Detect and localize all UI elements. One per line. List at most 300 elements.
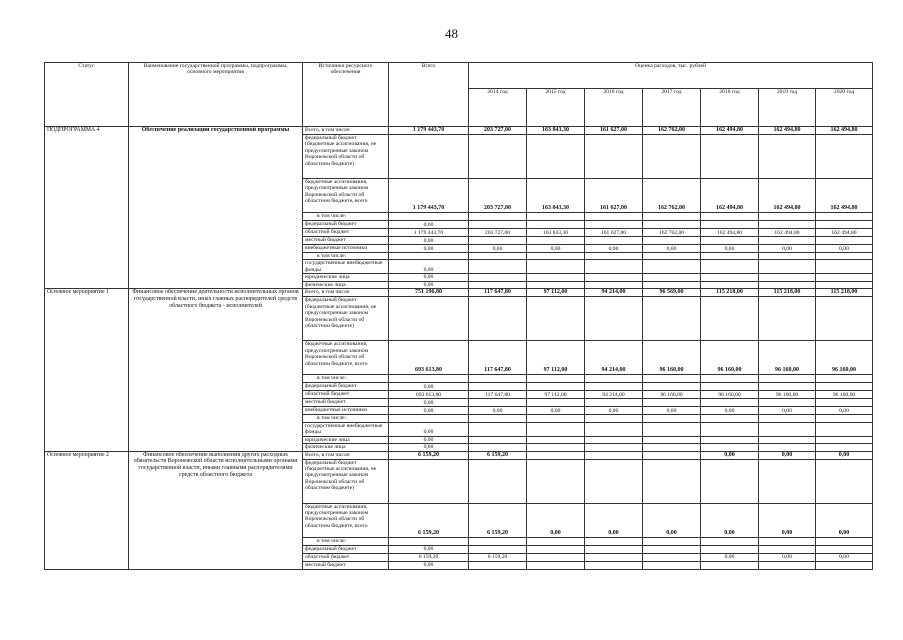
year-value: 115 218,00 [759,289,816,297]
year-value: 115 218,00 [701,289,759,297]
header-year: 2019 год [759,89,816,127]
year-value [816,237,873,245]
section-status: Основное мероприятие 2 [45,451,129,569]
total-value: 0,00 [389,422,469,436]
year-value [469,436,527,443]
year-value: 96 569,00 [643,289,701,297]
year-value [759,260,816,274]
year-value [527,237,585,245]
year-value [701,422,759,436]
year-value [585,459,643,503]
year-value [701,561,759,569]
section-status: Основное мероприятие 1 [45,289,129,451]
total-value [389,415,469,422]
year-value [643,383,701,391]
total-value: 0,00 [389,399,469,407]
year-value [527,422,585,436]
year-value: 0,00 [469,407,527,415]
year-value [759,281,816,288]
year-value: 94 214,00 [585,391,643,399]
year-value [585,221,643,229]
year-value: 0,00 [585,503,643,537]
funding-source: государственные внебюджетные фонды [303,260,389,274]
funding-source: Всего, в том числе: [303,451,389,459]
year-value [816,253,873,260]
year-value: 163 843,30 [527,229,585,237]
year-value: 117 647,80 [469,391,527,399]
year-value [643,537,701,545]
funding-source: внебюджетные источники [303,245,389,253]
funding-source: местный бюджет [303,237,389,245]
year-value: 0,00 [585,245,643,253]
total-value: 1 179 443,70 [389,229,469,237]
year-value: 97 112,00 [527,341,585,375]
year-value [701,237,759,245]
year-value [643,444,701,451]
year-value [816,274,873,281]
year-value [759,436,816,443]
year-value: 0,00 [759,245,816,253]
year-value: 0,00 [701,553,759,561]
year-value: 162 762,00 [643,179,701,213]
year-value [469,444,527,451]
header-estimate: Оценка расходов, тыс. рублей [469,63,873,89]
year-value: 203 727,00 [469,179,527,213]
funding-source: федеральный бюджет (бюджетные ассигнования, не предусмотренные законом Воронежской области об областном бюджете) [303,297,389,341]
table-row [45,289,873,297]
funding-source: внебюджетные источники [303,407,389,415]
year-value: 162 494,80 [701,179,759,213]
funding-source: Всего, в том числе: [303,127,389,135]
year-value [585,537,643,545]
year-value [469,561,527,569]
year-value [816,135,873,179]
year-value [527,135,585,179]
year-value: 162 494,80 [816,127,873,135]
total-value: 0,00 [389,545,469,553]
year-value: 96 160,00 [759,341,816,375]
year-value [643,422,701,436]
year-value [527,561,585,569]
total-value: 6 159,20 [389,451,469,459]
year-value [643,135,701,179]
year-value [759,237,816,245]
year-value [585,237,643,245]
year-value: 203 727,00 [469,229,527,237]
year-value: 162 494,80 [759,179,816,213]
year-value [759,297,816,341]
year-value [585,281,643,288]
funding-source: физические лица [303,281,389,288]
year-value [469,459,527,503]
year-value: 0,00 [816,553,873,561]
funding-source: в том числе: [303,213,389,221]
header-year: 2015 год [527,89,585,127]
year-value [527,213,585,221]
year-value: 96 160,00 [701,341,759,375]
year-value [469,375,527,383]
year-value [527,553,585,561]
funding-source: бюджетные ассигнования, предусмотренные законом Воронежской области об областном бюджете, всего [303,179,389,213]
year-value [643,459,701,503]
year-value [701,415,759,422]
year-value [701,444,759,451]
year-value [759,135,816,179]
year-value [527,415,585,422]
year-value: 0,00 [585,407,643,415]
year-value: 0,00 [701,503,759,537]
year-value [527,253,585,260]
year-value [469,260,527,274]
year-value [469,422,527,436]
year-value: 162 762,00 [643,229,701,237]
year-value [701,253,759,260]
funding-source: федеральный бюджет (бюджетные ассигнования, не предусмотренные законом Воронежской области об областном бюджете) [303,459,389,503]
year-value [816,399,873,407]
year-value [585,451,643,459]
year-value [469,221,527,229]
year-value [469,415,527,422]
year-value [585,415,643,422]
year-value: 0,00 [816,451,873,459]
funding-source: в том числе: [303,415,389,422]
year-value [585,135,643,179]
year-value: 162 762,00 [643,127,701,135]
year-value: 162 494,80 [816,179,873,213]
year-value [585,436,643,443]
year-value [469,297,527,341]
year-value: 0,00 [759,451,816,459]
year-value [816,444,873,451]
year-value [643,213,701,221]
year-value [585,253,643,260]
year-value [759,545,816,553]
header-year: 2016 год [585,89,643,127]
year-value [701,260,759,274]
year-value [643,281,701,288]
year-value [643,221,701,229]
total-value: 0,00 [389,561,469,569]
funding-source: бюджетные ассигнования, предусмотренные законом Воронежской области об областном бюджете, всего [303,503,389,537]
funding-source: областной бюджет [303,391,389,399]
year-value: 97 112,00 [527,391,585,399]
year-value: 0,00 [759,407,816,415]
page-number: 48 [445,26,458,41]
year-value [701,375,759,383]
year-value [527,444,585,451]
funding-source: федеральный бюджет [303,383,389,391]
year-value [643,260,701,274]
year-value [469,135,527,179]
year-value [701,459,759,503]
section-name: Обеспечение реализации государственной программы [129,127,303,289]
funding-source: в том числе: [303,253,389,260]
funding-source: местный бюджет [303,399,389,407]
year-value [643,415,701,422]
funding-source: федеральный бюджет [303,545,389,553]
year-value [759,213,816,221]
header-name: Наименование государственной программы, подпрограммы, основного мероприятия [129,63,303,127]
funding-source: государственные внебюджетные фонды [303,422,389,436]
year-value [759,561,816,569]
year-value [759,422,816,436]
year-value [527,297,585,341]
year-value: 96 160,00 [816,341,873,375]
funding-source: областной бюджет [303,229,389,237]
year-value [585,545,643,553]
year-value: 0,00 [643,503,701,537]
year-value: 97 112,00 [527,289,585,297]
year-value [701,281,759,288]
year-value [701,297,759,341]
year-value: 0,00 [701,407,759,415]
year-value [527,274,585,281]
year-value [527,221,585,229]
header-total: Всего [389,63,469,127]
year-value [527,260,585,274]
year-value: 162 494,80 [701,127,759,135]
year-value: 0,00 [816,407,873,415]
year-value [701,213,759,221]
total-value: 0,00 [389,245,469,253]
total-value [389,537,469,545]
year-value: 94 214,00 [585,341,643,375]
funding-source: физические лица [303,444,389,451]
header-year: 2017 год [643,89,701,127]
total-value: 6 159,20 [389,503,469,537]
year-value [816,281,873,288]
year-value: 0,00 [469,245,527,253]
funding-source: федеральный бюджет (бюджетные ассигнования, не предусмотренные законом Воронежской области об областном бюджете) [303,135,389,179]
year-value: 162 494,80 [759,127,816,135]
year-value [585,383,643,391]
year-value [585,375,643,383]
year-value [759,253,816,260]
year-value [527,436,585,443]
year-value [527,281,585,288]
year-value [527,459,585,503]
year-value [469,274,527,281]
year-value: 115 218,00 [816,289,873,297]
year-value: 0,00 [527,245,585,253]
year-value: 0,00 [527,407,585,415]
year-value [816,260,873,274]
total-value: 6 159,20 [389,553,469,561]
year-value [759,274,816,281]
year-value: 94 214,00 [585,289,643,297]
total-value: 0,00 [389,237,469,245]
total-value: 0,00 [389,221,469,229]
funding-source: юридические лица [303,436,389,443]
year-value [643,553,701,561]
funding-source: бюджетные ассигнования, предусмотренные законом Воронежской области об областном бюджете, всего [303,341,389,375]
year-value [469,281,527,288]
year-value: 0,00 [701,451,759,459]
total-value: 1 179 443,70 [389,127,469,135]
year-value [759,444,816,451]
table-row [45,127,873,135]
year-value: 163 843,30 [527,127,585,135]
year-value [816,383,873,391]
budget-table [44,62,873,570]
funding-source: в том числе: [303,375,389,383]
year-value [701,383,759,391]
year-value [759,537,816,545]
total-value: 0,00 [389,383,469,391]
total-value: 1 179 443,70 [389,179,469,213]
total-value: 0,00 [389,274,469,281]
year-value [816,213,873,221]
year-value [701,399,759,407]
year-value: 0,00 [527,503,585,537]
year-value [585,213,643,221]
funding-source: в том числе: [303,537,389,545]
year-value: 162 494,80 [701,229,759,237]
year-value [816,561,873,569]
section-status: ПОДПРОГРАММА 4 [45,127,129,289]
year-value [643,253,701,260]
year-value [816,221,873,229]
year-value [585,444,643,451]
year-value: 162 494,80 [816,229,873,237]
year-value [759,459,816,503]
year-value [585,260,643,274]
year-value [469,213,527,221]
funding-source: местный бюджет [303,561,389,569]
year-value: 0,00 [759,553,816,561]
year-value: 117 647,80 [469,341,527,375]
year-value [469,383,527,391]
year-value [759,415,816,422]
year-value [643,436,701,443]
year-value [643,237,701,245]
header-year: 2020 год [816,89,873,127]
year-value [701,135,759,179]
header-year: 2018 год [701,89,759,127]
year-value: 0,00 [816,503,873,537]
year-value [759,383,816,391]
year-value: 0,00 [759,503,816,537]
year-value [816,436,873,443]
year-value [643,451,701,459]
year-value [527,399,585,407]
funding-source: юридические лица [303,274,389,281]
year-value [643,545,701,553]
year-value [469,537,527,545]
year-value [759,221,816,229]
year-value: 96 160,00 [759,391,816,399]
year-value: 0,00 [643,245,701,253]
year-value [816,422,873,436]
year-value: 6 159,20 [469,553,527,561]
year-value [469,399,527,407]
total-value: 751 196,80 [389,289,469,297]
year-value [527,451,585,459]
year-value [643,561,701,569]
year-value [585,553,643,561]
year-value: 161 627,00 [585,179,643,213]
year-value: 117 647,80 [469,289,527,297]
total-value [389,297,469,341]
funding-source: Всего, в том числе: [303,289,389,297]
total-value: 0,00 [389,436,469,443]
section-name: Финансовое обеспечение деятельности исполнительных органов государственной власти, иных главных распорядителей средств областного бюджета - исполнителей [129,289,303,451]
year-value: 6 159,20 [469,451,527,459]
table-row [45,451,873,459]
funding-source: областной бюджет [303,553,389,561]
funding-source: федеральный бюджет [303,221,389,229]
year-value [701,221,759,229]
year-value [527,545,585,553]
total-value: 0,00 [389,407,469,415]
year-value [816,545,873,553]
year-value [527,375,585,383]
year-value [585,274,643,281]
year-value: 161 627,00 [585,229,643,237]
total-value: 693 613,80 [389,341,469,375]
header-source: Источники ресурсного обеспечения [303,63,389,127]
year-value [759,399,816,407]
total-value: 0,00 [389,444,469,451]
total-value [389,253,469,260]
year-value [469,545,527,553]
year-value [643,274,701,281]
header-status: Статус [45,63,129,127]
year-value [816,297,873,341]
year-value [701,545,759,553]
year-value [643,399,701,407]
year-value [469,253,527,260]
year-value [643,297,701,341]
year-value: 6 159,20 [469,503,527,537]
total-value [389,213,469,221]
year-value [701,274,759,281]
year-value [816,537,873,545]
year-value [759,375,816,383]
total-value [389,459,469,503]
year-value [816,459,873,503]
year-value: 203 727,00 [469,127,527,135]
year-value: 0,00 [643,407,701,415]
year-value [816,415,873,422]
total-value: 693 613,80 [389,391,469,399]
total-value [389,375,469,383]
year-value: 0,00 [701,245,759,253]
year-value [701,537,759,545]
year-value: 96 160,00 [701,391,759,399]
total-value: 0,00 [389,281,469,288]
header-year: 2014 год [469,89,527,127]
year-value [527,537,585,545]
year-value: 96 160,00 [643,391,701,399]
year-value: 96 160,00 [643,341,701,375]
total-value [389,135,469,179]
total-value: 0,00 [389,260,469,274]
year-value [585,399,643,407]
year-value [585,297,643,341]
year-value: 163 843,30 [527,179,585,213]
section-name: Финансовое обеспечение выполнения других расходных обязательств Воронежской области исполнительными органами государственной власти, иными главными распорядителями средств областного бюджета [129,451,303,569]
year-value: 96 160,00 [816,391,873,399]
year-value: 0,00 [816,245,873,253]
year-value [527,383,585,391]
year-value [816,375,873,383]
year-value: 162 494,80 [759,229,816,237]
year-value [585,561,643,569]
year-value [643,375,701,383]
year-value [585,422,643,436]
year-value [469,237,527,245]
